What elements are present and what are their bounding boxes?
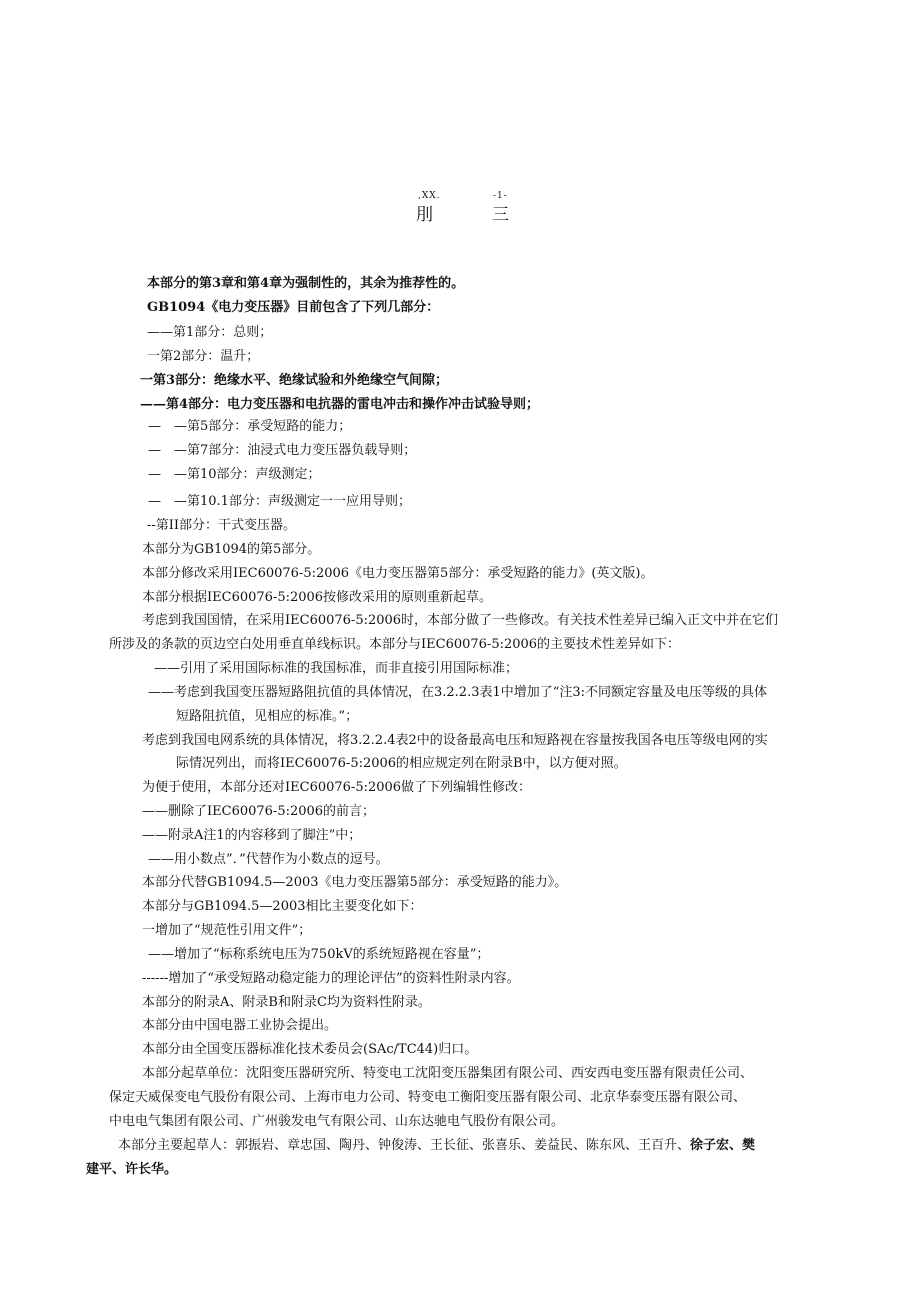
text-line: 本部分的附录A、附录B和附录C均为资料性附录。 [142,995,431,1010]
text-line: 中电电气集团有限公司、广州骏发电气有限公司、山东达驰电气股份有限公司。 [109,1114,565,1129]
list-item: ——增加了“标称系统电压为750kV的系统短路视在容量”； [148,947,490,962]
page-title-left: 刖 [416,205,434,225]
list-item: — —第10.1部分：声级测定一一应用导则； [148,494,411,509]
text-line: GB1094《电力变压器》目前包含了下列几部分： [147,300,440,315]
text-line: 考虑到我国电网系统的具体情况，将3.2.2.4表2中的设备最高电压和短路视在容量按我国各电压等级电网的实 [142,733,768,748]
text-line: 本部分为GB1094的第5部分。 [142,542,321,557]
drafters-names-bold: 徐子宏、樊 [690,1138,756,1153]
list-item: ——删除了IEC60076-5:2006的前言； [142,804,376,819]
text-line: 考虑到我国国情，在采用IEC60076-5:2006时，本部分做了一些修改。有关技术性差异已编入正文中并在它们 [142,613,779,628]
list-item: --第II部分：干式变压器。 [147,518,297,533]
list-item: — —第5部分：承受短路的能力； [148,419,352,434]
list-item: ——考虑到我国变压器短路阻抗值的具体情况，在3.2.2.3表1中增加了“注3:不同额定容量及电压等级的具体 [148,685,768,700]
text-line: 本部分根据IEC60076-5:2006按修改采用的原则重新起草。 [142,590,493,605]
drafters-line [118,1137,755,1155]
list-item: ——附录A注1的内容移到了脚注”中； [142,828,362,843]
header-mark-left: ,XX. [418,191,441,201]
drafters-label: 本部分主要起草人： [118,1138,236,1153]
text-line: 本部分由全国变压器标准化技术委员会(SAc/TC44)归口。 [142,1042,478,1057]
text-line: 本部分与GB1094.5—2003相比主要变化如下： [142,899,423,914]
page-title-right: 三 [492,205,510,225]
list-item: ——引用了采用国际标准的我国标准，而非直接引用国际标准； [154,661,519,676]
list-item: 一第3部分：绝缘水平、绝缘试验和外绝缘空气间隙； [140,373,449,388]
list-item: ——用小数点”．”代替作为小数点的逗号。 [148,852,389,867]
list-item: — —第10部分：声级测定； [148,467,321,482]
text-line: 为便于使用，本部分还对IEC60076-5:2006做了下列编辑性修改： [142,780,532,795]
list-item: 一增加了“规范性引用文件”； [142,923,312,938]
list-item: 一第2部分：温升； [147,349,260,364]
drafters-names: 郭振岩、章忠国、陶丹、钟俊涛、王长征、张喜乐、姜益民、陈东风、王百升、 [235,1138,691,1153]
list-item: ------增加了“承受短路动稳定能力的理论评估”的资料性附录内容。 [142,971,520,986]
list-item: — —第7部分：油浸式电力变压器负载导则； [148,443,417,458]
text-line: 本部分修改采用IEC60076-5:2006《电力变压器第5部分：承受短路的能力》(英文版)。 [142,566,654,581]
list-item: ——第4部分：电力变压器和电抗器的雷电冲击和操作冲击试验导则； [140,397,540,412]
drafters-line-cont: 建平、许长华。 [86,1162,178,1177]
text-line: 际情况列出，而将IEC60076-5:2006的相应规定列在附录B中，以方便对照。 [176,756,627,771]
text-line: 本部分由中国电器工业协会提出。 [142,1018,338,1033]
header-mark-right: -1- [493,191,508,201]
list-item: ——第1部分：总则； [147,325,273,340]
text-line: 短路阻抗值，见相应的标准。”； [176,709,359,724]
text-line: 本部分起草单位：沈阳变压器研究所、特变电工沈阳变压器集团有限公司、西安西电变压器有限责任公司、 [142,1066,754,1081]
text-line: 保定天威保变电气股份有限公司、上海市电力公司、特变电工衡阳变压器有限公司、北京华泰变压器有限公司、 [109,1090,747,1105]
text-line: 本部分代替GB1094.5—2003《电力变压器第5部分：承受短路的能力》。 [142,875,568,890]
text-line: 所涉及的条款的页边空白处用垂直单线标识。本部分与IEC60076-5:2006的主要技术性差异如下： [109,637,681,652]
text-line: 本部分的第3章和第4章为强制性的，其余为推荐性的。 [147,276,465,291]
